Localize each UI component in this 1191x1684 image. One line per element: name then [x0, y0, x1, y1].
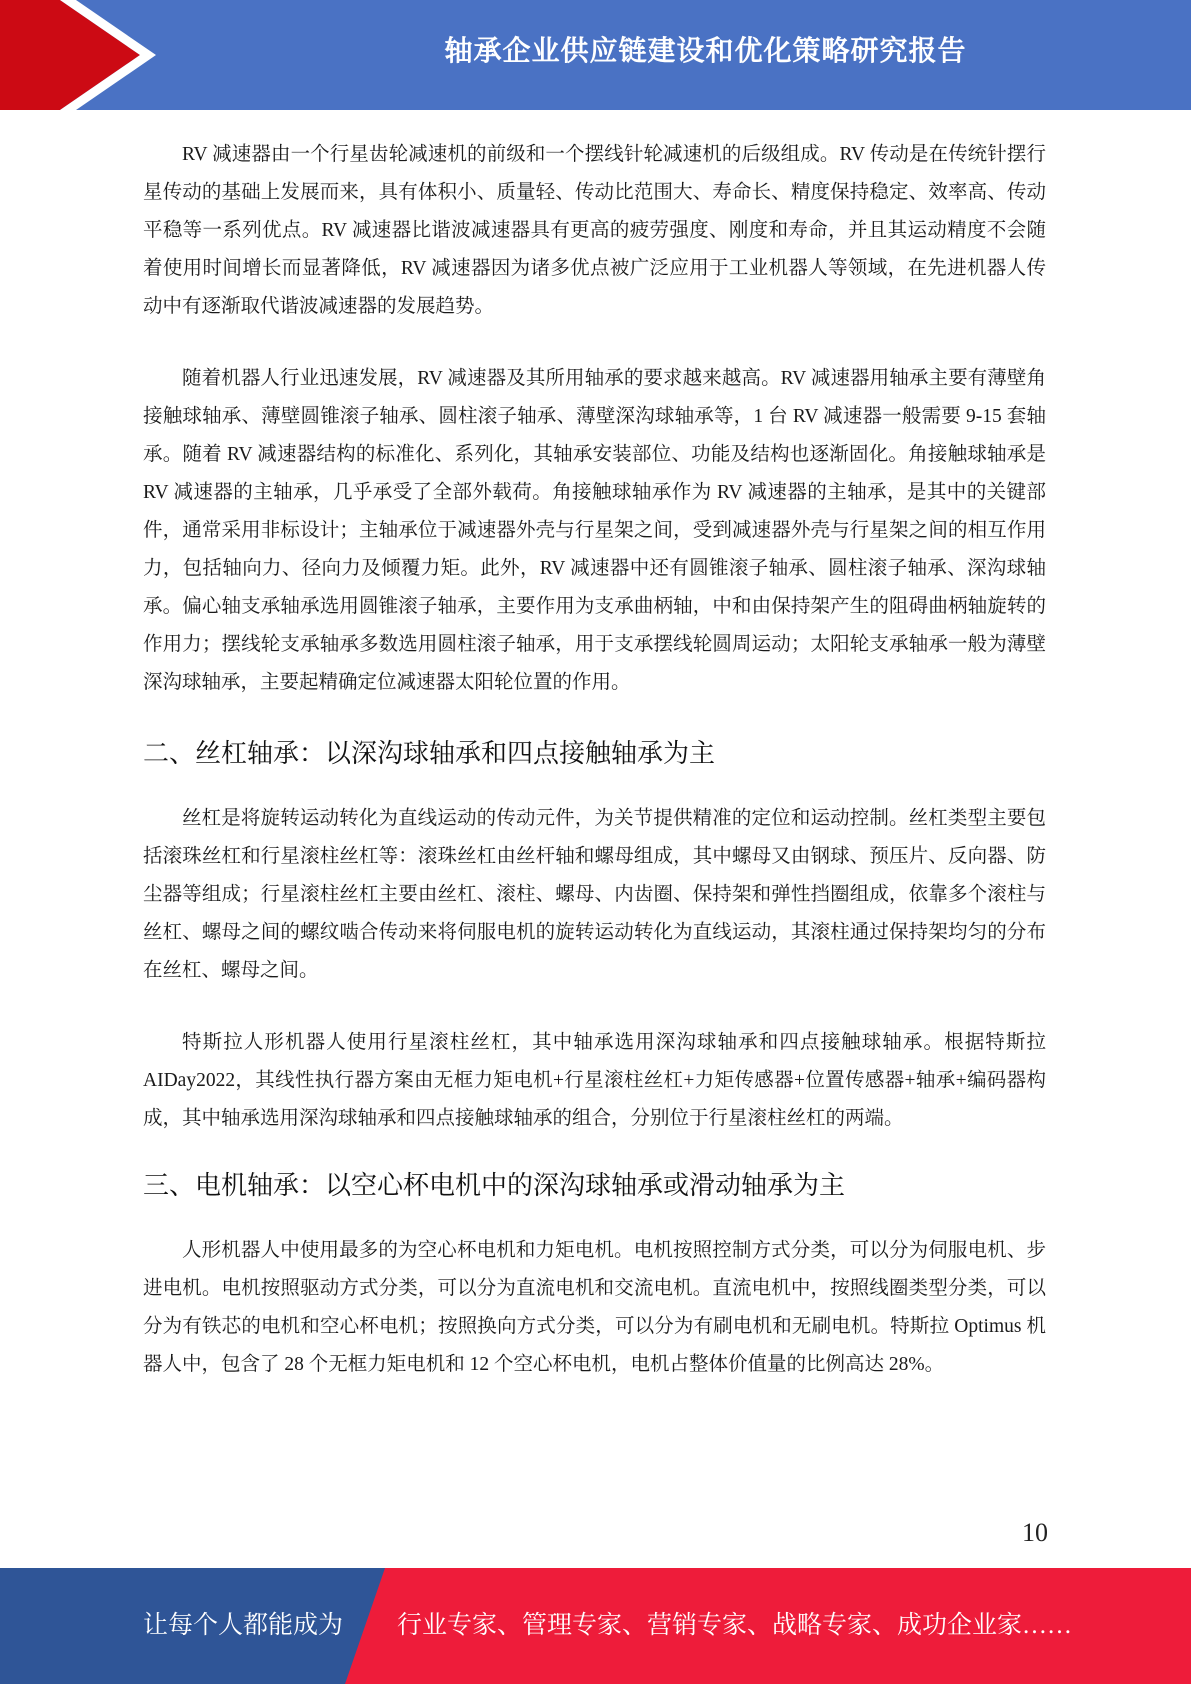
- footer-slogan-left: 让每个人都能成为: [143, 1612, 344, 1639]
- footer-slogan-right: 行业专家、管理专家、营销专家、战略专家、成功企业家……: [397, 1612, 1073, 1639]
- paragraph-rv-reducer-intro: RV 减速器由一个行星齿轮减速机的前级和一个摆线针轮减速机的后级组成。RV 传动是在传统针摆行星传动的基础上发展而来，具有体积小、质量轻、传动比范围大、寿命长、精度保持稳定、效率高、传动平稳等一系列优点。RV 减速器比谐波减速器具有更高的疲劳强度、刚度和寿命，并且其运动精度不会随着使用时间增长而显著降低，RV 减速器因为诸多优点被广泛应用于工业机器人等领域，在先进机器人传动中有逐渐取代谐波减速器的发展趋势。: [143, 144, 1046, 317]
- page-header: [0, 0, 1191, 110]
- section-heading-screw-bearings: 二、丝杠轴承：以深沟球轴承和四点接触轴承为主: [143, 739, 716, 769]
- paragraph-tesla-screw: 特斯拉人形机器人使用行星滚柱丝杠，其中轴承选用深沟球轴承和四点接触球轴承。根据特斯拉 AIDay2022，其线性执行器方案由无框力矩电机+行星滚柱丝杠+力矩传感器+位置传感器+轴承+编码器构成，其中轴承选用深沟球轴承和四点接触球轴承的组合，分别位于行星滚柱丝杠的两端。: [143, 1032, 1046, 1129]
- report-title: 轴承企业供应链建设和优化策略研究报告: [444, 34, 967, 67]
- page-number: 10: [1022, 1518, 1048, 1547]
- paragraph-rv-reducer-bearings: 随着机器人行业迅速发展，RV 减速器及其所用轴承的要求越来越高。RV 减速器用轴承主要有薄壁角接触球轴承、薄壁圆锥滚子轴承、圆柱滚子轴承、薄壁深沟球轴承等，1 台 RV 减速器一般需要 9-15 套轴承。随着 RV 减速器结构的标准化、系列化，其轴承安装部位、功能及结构也逐渐固化。角接触球轴承是 RV 减速器的主轴承，几乎承受了全部外载荷。角接触球轴承作为 RV 减速器的主轴承，是其中的关键部件，通常采用非标设计；主轴承位于减速器外壳与行星架之间，受到减速器外壳与行星架之间的相互作用力，包括轴向力、径向力及倾覆力矩。此外，RV 减速器中还有圆锥滚子轴承、圆柱滚子轴承、深沟球轴承。偏心轴支承轴承选用圆锥滚子轴承，主要作用为支承曲柄轴，中和由保持架产生的阻碍曲柄轴旋转的作用力；摆线轮支承轴承多数选用圆柱滚子轴承，用于支承摆线轮圆周运动；太阳轮支承轴承一般为薄壁深沟球轴承，主要起精确定位减速器太阳轮位置的作用。: [143, 368, 1046, 693]
- section-heading-motor-bearings: 三、电机轴承：以空心杯电机中的深沟球轴承或滑动轴承为主: [143, 1171, 846, 1201]
- paragraph-motor-intro: 人形机器人中使用最多的为空心杯电机和力矩电机。电机按照控制方式分类，可以分为伺服电机、步进电机。电机按照驱动方式分类，可以分为直流电机和交流电机。直流电机中，按照线圈类型分类，可以分为有铁芯的电机和空心杯电机；按照换向方式分类，可以分为有刷电机和无刷电机。特斯拉 Optimus 机器人中，包含了 28 个无框力矩电机和 12 个空心杯电机，电机占整体价值量的比例高达 28%。: [143, 1240, 1046, 1375]
- document-body: [143, 136, 1046, 1384]
- page-footer: [0, 1568, 1191, 1684]
- paragraph-screw-intro: 丝杠是将旋转运动转化为直线运动的传动元件，为关节提供精准的定位和运动控制。丝杠类型主要包括滚珠丝杠和行星滚柱丝杠等：滚珠丝杠由丝杆轴和螺母组成，其中螺母又由钢球、预压片、反向器、防尘器等组成；行星滚柱丝杠主要由丝杠、滚柱、螺母、内齿圈、保持架和弹性挡圈组成，依靠多个滚柱与丝杠、螺母之间的螺纹啮合传动来将伺服电机的旋转运动转化为直线运动，其滚柱通过保持架均匀的分布在丝杠、螺母之间。: [143, 808, 1046, 981]
